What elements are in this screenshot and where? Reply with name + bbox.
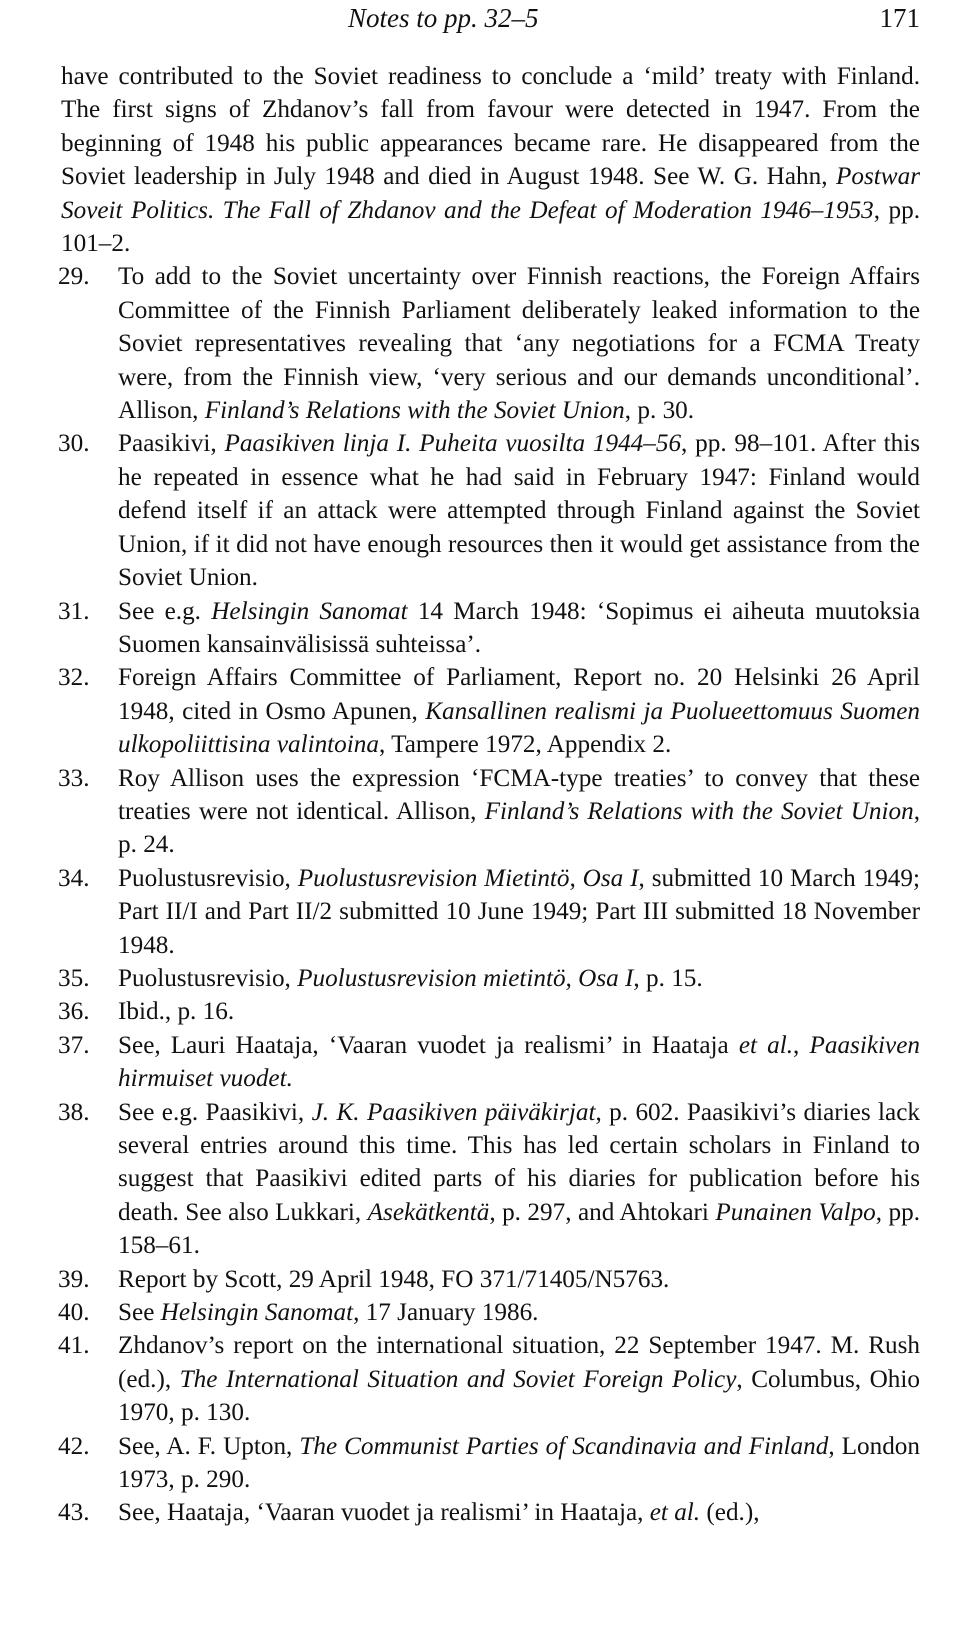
note-number: 38. bbox=[58, 1098, 90, 1126]
note-number: 43. bbox=[58, 1499, 90, 1527]
note-text bbox=[118, 1430, 920, 1497]
note-text-run: Foreign Affairs Committee of Parliament, Report no. 20 Helsinki 26 April 1948, cited in Osmo Apunen, bbox=[118, 664, 920, 725]
note-text bbox=[118, 427, 920, 594]
note-citation-title: Helsingin Sanomat bbox=[160, 1299, 354, 1327]
note-text-run: (ed.), bbox=[700, 1499, 760, 1527]
note-citation-title: Helsingin Sanomat bbox=[211, 597, 408, 625]
note-text-run: See e.g. bbox=[118, 597, 212, 625]
note-citation-title: The Communist Parties of Scandinavia and Finland bbox=[299, 1432, 829, 1460]
note-citation-title: et al. bbox=[738, 1031, 794, 1059]
note-text-run: Puolustusrevisio, bbox=[118, 864, 298, 892]
note-text-run: See, Haataja, ‘Vaaran vuodet ja realismi’ in Haataja, bbox=[118, 1499, 650, 1527]
continuation-citation-title: Postwar Soveit Politics. The Fall of Zhdanov and the Defeat of Moderation 1946–1953 bbox=[61, 163, 920, 224]
note-number: 36. bbox=[58, 998, 90, 1026]
note-number: 32. bbox=[58, 664, 90, 692]
note-text-run: Roy Allison uses the expression ‘FCMA-type treaties’ to convey that these treaties were not identical. Allison, bbox=[118, 764, 920, 825]
continuation-text-tail: , pp. 101–2. bbox=[61, 196, 920, 258]
note-item bbox=[58, 995, 920, 1028]
note-text-run: Report by Scott, 29 April 1948, FO 371/71405/N5763. bbox=[118, 1265, 670, 1293]
note-text bbox=[118, 1296, 920, 1329]
note-item bbox=[58, 1430, 920, 1497]
note-text-run: See, Lauri Haataja, ‘Vaaran vuodet ja realismi’ in Haataja bbox=[118, 1031, 739, 1059]
note-item bbox=[58, 962, 920, 995]
note-number: 33. bbox=[58, 764, 90, 792]
note-citation-title: The International Situation and Soviet Foreign Policy bbox=[179, 1365, 737, 1393]
note-text bbox=[118, 661, 920, 761]
note-citation-title: Paasikiven hirmuiset vuodet. bbox=[118, 1031, 920, 1093]
note-item bbox=[58, 1263, 920, 1296]
note-text bbox=[118, 1329, 920, 1429]
note-citation-title: Asekätkentä bbox=[367, 1198, 490, 1226]
note-text bbox=[118, 1496, 920, 1529]
note-item bbox=[58, 862, 920, 962]
note-number: 37. bbox=[58, 1031, 90, 1059]
note-item bbox=[58, 661, 920, 761]
note-text-run: Puolustusrevisio, bbox=[118, 964, 298, 992]
running-header bbox=[58, 0, 920, 60]
note-text-run: , Tampere 1972, Appendix 2. bbox=[378, 731, 672, 759]
note-citation-title: Finland’s Relations with the Soviet Union bbox=[484, 797, 914, 825]
note-text-run: , London 1973, p. 290. bbox=[118, 1432, 920, 1494]
note-number: 34. bbox=[58, 864, 90, 892]
page-number: 171 bbox=[879, 3, 920, 33]
running-title: Notes to pp. 32–5 bbox=[348, 3, 539, 33]
note-text-run: , p. 30. bbox=[624, 397, 695, 425]
note-number: 30. bbox=[58, 430, 90, 458]
note-text bbox=[118, 1029, 920, 1096]
note-citation-title: Finland’s Relations with the Soviet Union bbox=[204, 397, 625, 425]
note-28-continuation bbox=[61, 60, 920, 260]
note-citation-title: et al. bbox=[649, 1499, 701, 1527]
note-text-run: , p. 297, and Ahtokari bbox=[489, 1198, 716, 1226]
note-citation-title: Punainen Valpo bbox=[715, 1198, 876, 1226]
note-number: 35. bbox=[58, 964, 90, 992]
note-text bbox=[118, 995, 920, 1028]
note-number: 41. bbox=[58, 1332, 90, 1360]
note-item bbox=[58, 427, 920, 594]
note-item bbox=[58, 1329, 920, 1429]
note-text bbox=[118, 1096, 920, 1263]
note-text-run: To add to the Soviet uncertainty over Finnish reactions, the Foreign Affairs Committee of the Finnish Parliament deliberately leaked information to the Soviet representatives revealing that ‘any negotiations for a FCMA Treaty were, from the Finnish view, ‘very serious and our demands unconditional’. Allison, bbox=[118, 263, 920, 425]
note-item bbox=[58, 1029, 920, 1096]
note-text bbox=[118, 1263, 920, 1296]
note-text-run: , pp. 158–61. bbox=[118, 1198, 921, 1260]
note-citation-title: Puolustusrevision Mietintö, Osa I bbox=[297, 864, 639, 892]
continuation-text: have contributed to the Soviet readiness to conclude a ‘mild’ treaty with Finland. The first signs of Zhdanov’s fall from favour were detected in 1947. From the beginning of 1948 his public appearances became rare. He disappeared from the Soviet leadership in July 1948 and died in August 1948. See W. G. Hahn, bbox=[61, 63, 920, 191]
note-text bbox=[118, 962, 920, 995]
note-text bbox=[118, 762, 920, 862]
note-item bbox=[58, 595, 920, 662]
note-item bbox=[58, 1296, 920, 1329]
note-citation-title: Puolustusrevision mietintö, Osa I bbox=[297, 964, 634, 992]
note-citation-title: Kansallinen realismi ja Puolueettomuus Suomen ulkopoliittisina valintoina bbox=[118, 697, 921, 759]
note-text bbox=[118, 862, 920, 962]
note-text-run: See bbox=[118, 1299, 161, 1327]
note-text-run: , Columbus, Ohio 1970, p. 130. bbox=[118, 1365, 920, 1427]
note-number: 29. bbox=[58, 263, 90, 291]
note-text bbox=[118, 260, 920, 427]
note-text-run: , p. 602. Paasikivi’s diaries lack several entries around this time. This has led certain scholars in Finland to suggest that Paasikivi edited parts of his diaries for publication before his death. See also Lukkari, bbox=[118, 1098, 920, 1226]
notes-list bbox=[58, 260, 920, 1529]
note-text-run: 14 March 1948: ‘Sopimus ei aiheuta muutoksia Suomen kansainvälisissä suhteissa’. bbox=[118, 597, 921, 658]
note-text-run: , p. 15. bbox=[633, 964, 703, 992]
note-text bbox=[118, 595, 920, 662]
note-citation-title: Paasikiven linja I. Puheita vuosilta 1944–56 bbox=[224, 430, 682, 458]
note-text-run: , submitted 10 March 1949; Part II/I and Part II/2 submitted 10 June 1949; Part III submitted 18 November 1948. bbox=[118, 864, 920, 959]
note-item bbox=[58, 1096, 920, 1263]
note-text-run: Zhdanov’s report on the international situation, 22 September 1947. M. Rush (ed.), bbox=[118, 1332, 920, 1393]
note-item bbox=[58, 1496, 920, 1529]
note-text-run: , p. 24. bbox=[118, 797, 920, 859]
note-text-run: Ibid., p. 16. bbox=[118, 998, 235, 1026]
note-item bbox=[58, 762, 920, 862]
note-text-run: See, A. F. Upton, bbox=[118, 1432, 300, 1460]
note-number: 39. bbox=[58, 1265, 90, 1293]
note-text-run: , bbox=[793, 1031, 810, 1059]
note-number: 31. bbox=[58, 597, 90, 625]
note-text-run: , 17 January 1986. bbox=[353, 1299, 539, 1327]
note-item bbox=[58, 260, 920, 427]
note-number: 40. bbox=[58, 1299, 90, 1327]
note-citation-title: J. K. Paasikiven päiväkirjat bbox=[311, 1098, 596, 1126]
note-number: 42. bbox=[58, 1432, 90, 1460]
note-text-run: , pp. 98–101. After this he repeated in essence what he had said in February 1947: Finland would defend itself if an attack were attempted through Finland against the Soviet Union, if it did not have enough resources then it would get assistance from the Soviet Union. bbox=[118, 430, 920, 592]
note-text-run: Paasikivi, bbox=[118, 430, 225, 458]
note-text-run: See e.g. Paasikivi, bbox=[118, 1098, 312, 1126]
